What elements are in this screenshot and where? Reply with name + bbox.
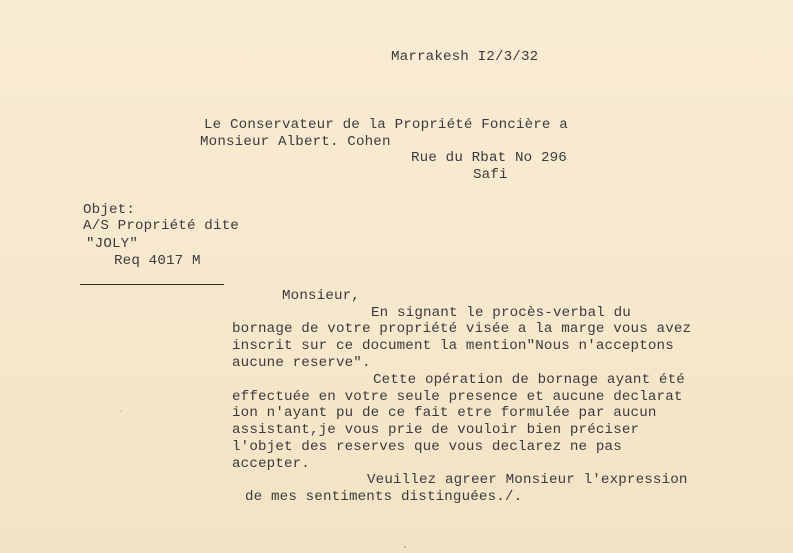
body-line: l'objet des reserves que vous declarez ne pas <box>232 439 622 455</box>
body-line: de mes sentiments distinguées./. <box>245 489 523 505</box>
body-line: En signant le procès-verbal du <box>371 305 631 321</box>
body-line: inscrit sur ce document la mention"Nous n'acceptons <box>232 338 674 354</box>
subject-label: Objet: <box>83 202 135 218</box>
body-line: effectuée en votre seule presence et aucune declarat <box>232 389 683 405</box>
subject-line-1: A/S Propriété dite <box>83 218 239 234</box>
subject-line-2: "JOLY" <box>86 236 138 252</box>
margin-divider <box>80 284 224 285</box>
body-line: Cette opération de bornage ayant été <box>373 372 685 388</box>
body-line: bornage de votre propriété visée a la marge vous avez <box>232 321 692 337</box>
body-line: Veuillez agreer Monsieur l'expression <box>367 472 688 488</box>
sender-line: Le Conservateur de la Propriété Foncière a <box>204 117 568 133</box>
salutation: Monsieur, <box>282 288 360 304</box>
paper-speck <box>120 410 122 412</box>
recipient-name: Monsieur Albert. Cohen <box>200 134 391 150</box>
body-line: assistant,je vous prie de vouloir bien préciser <box>232 422 640 438</box>
body-line: accepter. <box>232 456 310 472</box>
body-line: aucune reserve". <box>232 355 371 371</box>
recipient-city: Safi <box>473 167 508 183</box>
place-date: Marrakesh I2/3/32 <box>391 49 539 65</box>
subject-line-3: Req 4017 M <box>114 253 201 269</box>
recipient-street: Rue du Rbat No 296 <box>411 150 567 166</box>
body-line: ion n'ayant pu de ce fait etre formulée par aucun <box>232 405 657 421</box>
paper-speck <box>404 546 406 548</box>
